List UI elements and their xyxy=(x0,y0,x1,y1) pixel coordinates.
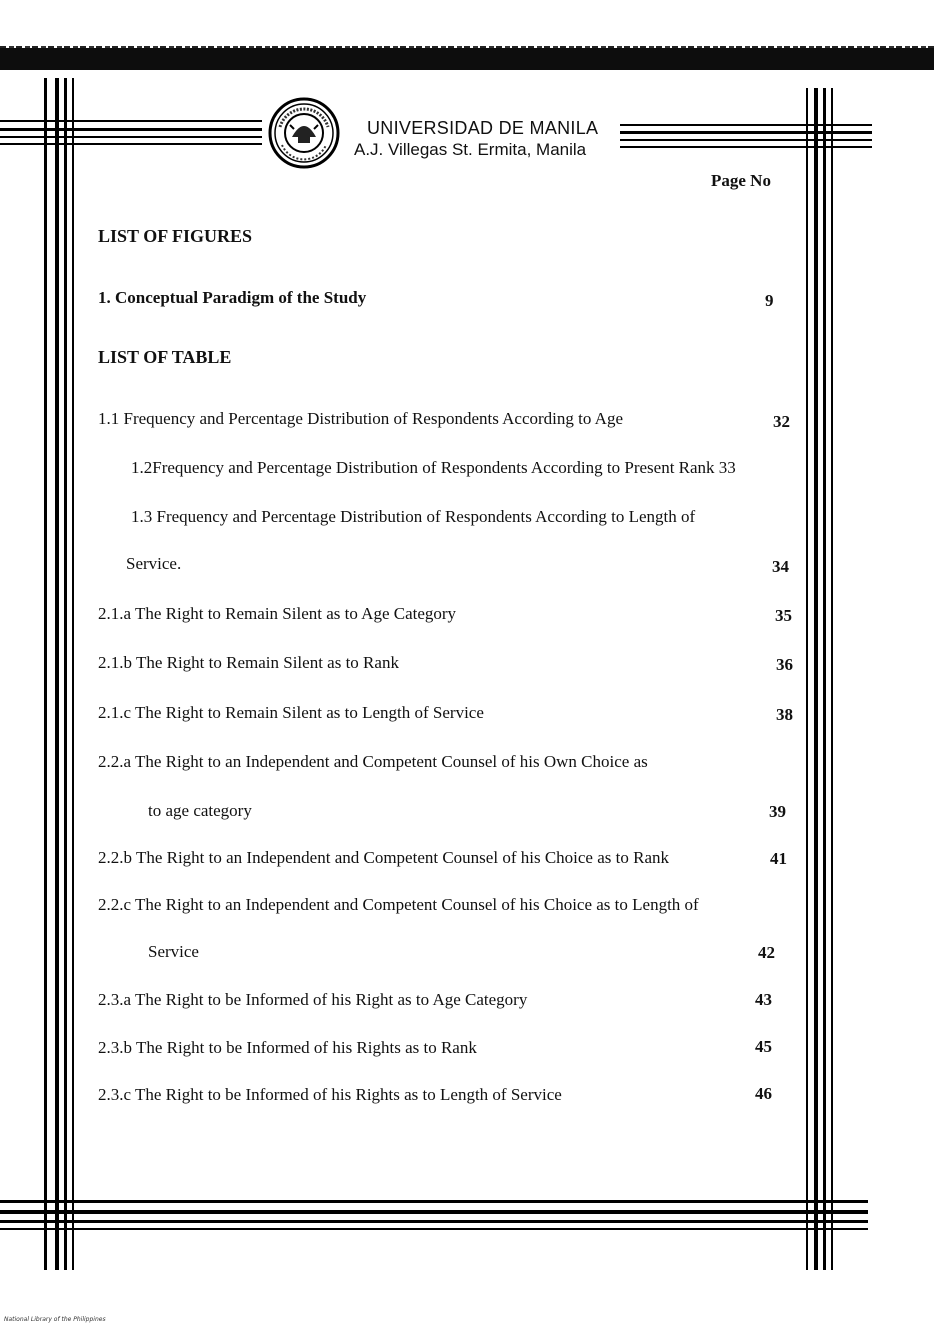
header-rule-left-3 xyxy=(0,136,262,138)
left-rule-4 xyxy=(72,78,74,1270)
table-entry-continuation: to age category xyxy=(148,801,252,820)
header-rule-left-2 xyxy=(0,128,262,131)
university-address: A.J. Villegas St. Ermita, Manila xyxy=(354,140,587,159)
table-entry-page: 35 xyxy=(775,606,792,625)
table-entry-page: 32 xyxy=(773,412,790,431)
figure-entry-text: 1. Conceptual Paradigm of the Study xyxy=(98,288,367,307)
table-entry-page: 39 xyxy=(769,802,786,821)
university-name: UNIVERSIDAD DE MANILA xyxy=(367,118,599,138)
header-rule-left-4 xyxy=(0,143,262,145)
header-rule-right-1 xyxy=(620,124,872,126)
university-seal-icon xyxy=(268,97,340,169)
right-rule-1 xyxy=(806,88,808,1270)
right-rule-3 xyxy=(823,88,826,1270)
bottom-rule-3 xyxy=(0,1220,868,1223)
table-entry-page: 34 xyxy=(772,557,789,576)
table-entry-text: 2.2.a The Right to an Independent and Competent Counsel of his Own Choice as xyxy=(98,752,648,771)
left-rule-2 xyxy=(55,78,59,1270)
table-entry-text: 1.1 Frequency and Percentage Distribution of Respondents According to Age xyxy=(98,409,623,428)
table-entry-page: 43 xyxy=(755,990,772,1009)
header-rule-right-2 xyxy=(620,131,872,134)
table-entry-page: 41 xyxy=(770,849,787,868)
tables-heading: LIST OF TABLE xyxy=(98,347,232,367)
header-rule-left-1 xyxy=(0,120,262,122)
table-entry-page: 36 xyxy=(776,655,793,674)
bottom-rule-2 xyxy=(0,1210,868,1214)
table-entry-text: 2.1.a The Right to Remain Silent as to Age Category xyxy=(98,604,457,623)
table-entry-text: 2.1.b The Right to Remain Silent as to Rank xyxy=(98,653,399,672)
bottom-rule-1 xyxy=(0,1200,868,1203)
header-rule-right-4 xyxy=(620,146,872,148)
table-entry-text: 2.3.c The Right to be Informed of his Rights as to Length of Service xyxy=(98,1085,562,1104)
table-entry-text: 2.2.c The Right to an Independent and Competent Counsel of his Choice as to Length of xyxy=(98,895,699,914)
right-rule-2 xyxy=(814,88,818,1270)
left-rule-3 xyxy=(64,78,67,1270)
table-entry-continuation: Service xyxy=(148,942,199,961)
table-entry-continuation: Service. xyxy=(126,554,182,573)
table-entry-page: 45 xyxy=(755,1037,772,1056)
figure-entry-page: 9 xyxy=(765,291,774,310)
page-no-heading: Page No xyxy=(711,171,771,190)
right-rule-4 xyxy=(831,88,833,1270)
figures-heading: LIST OF FIGURES xyxy=(98,226,253,246)
table-entry-page: 46 xyxy=(755,1084,772,1103)
table-entry-text: 1.3 Frequency and Percentage Distribution of Respondents According to Length of xyxy=(131,507,696,526)
scan-footer-note: National Library of the Philippines xyxy=(4,1316,106,1323)
header-rule-right-3 xyxy=(620,139,872,141)
table-entry-text: 2.2.b The Right to an Independent and Competent Counsel of his Choice as to Rank xyxy=(98,848,669,867)
top-border xyxy=(0,48,934,70)
table-entry-page: 38 xyxy=(776,705,793,724)
table-entry-text: 2.3.a The Right to be Informed of his Right as to Age Category xyxy=(98,990,528,1009)
table-entry-text: 2.3.b The Right to be Informed of his Rights as to Rank xyxy=(98,1038,477,1057)
bottom-rule-4 xyxy=(0,1228,868,1230)
table-entry-page: 42 xyxy=(758,943,775,962)
table-entry-text: 2.1.c The Right to Remain Silent as to Length of Service xyxy=(98,703,484,722)
left-rule-1 xyxy=(44,78,47,1270)
table-entry-text: 1.2Frequency and Percentage Distribution of Respondents According to Present Rank 33 xyxy=(131,458,736,477)
